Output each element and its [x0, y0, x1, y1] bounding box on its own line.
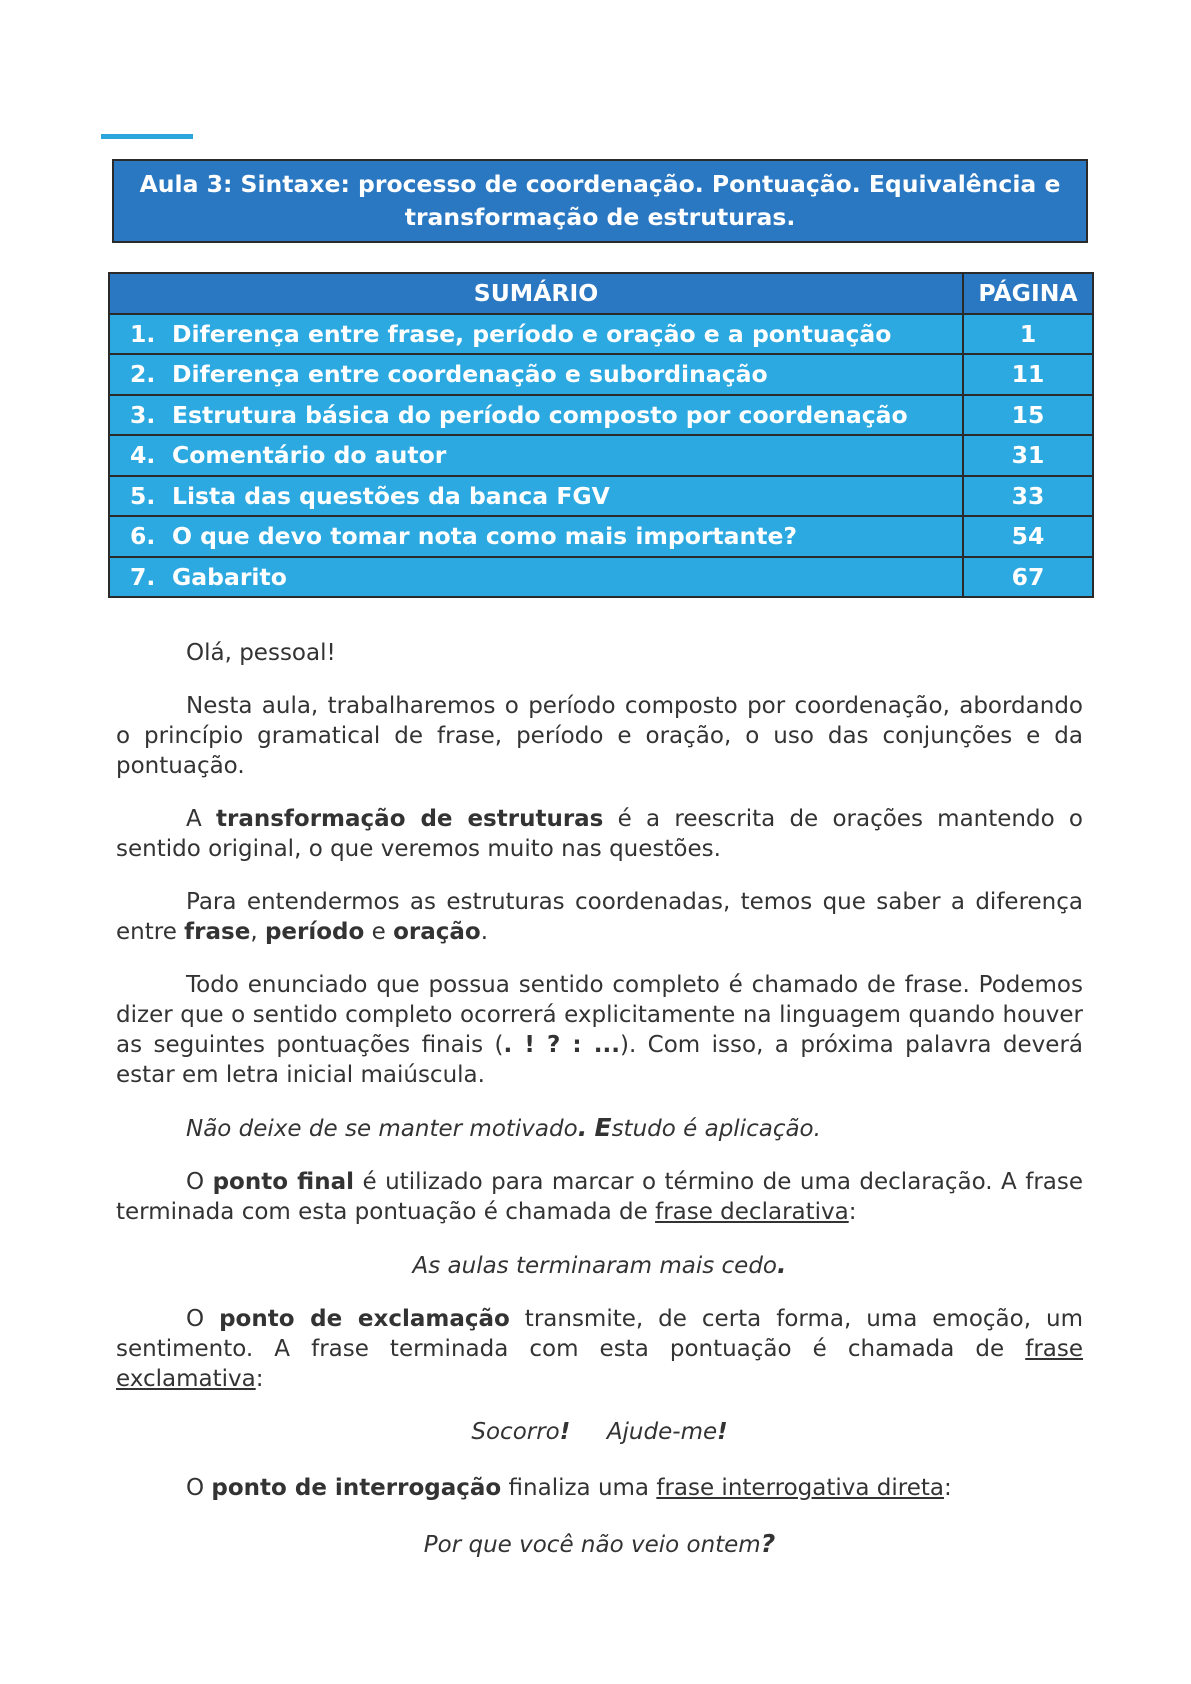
text-run: Não deixe de se manter motivado [186, 1116, 578, 1142]
lesson-title-text: Aula 3: Sintaxe: processo de coordenação. Pontuação. Equivalência e transformação de estruturas. [139, 170, 1061, 231]
text-run: O [186, 1169, 213, 1195]
page-header: PÁGINA [963, 273, 1093, 314]
summary-item[interactable] [109, 354, 963, 395]
motto-capital: E [594, 1113, 612, 1142]
text-run: , [250, 919, 265, 945]
transformation-paragraph [116, 804, 1083, 864]
text-run: O [186, 1306, 220, 1332]
item-page: 67 [963, 557, 1093, 598]
example-exclamative [116, 1417, 1083, 1447]
punctuation-marks: . ! ? : ... [503, 1032, 620, 1058]
text-run: : [255, 1366, 264, 1392]
item-label: Comentário do autor [172, 441, 447, 470]
example-mark: ? [760, 1529, 776, 1558]
bold-term: período [264, 919, 365, 945]
bold-term: frase [184, 919, 251, 945]
underlined-term: frase declarativa [655, 1199, 849, 1225]
text-run: O [186, 1475, 212, 1501]
summary-header-row [109, 273, 1093, 314]
summary-item[interactable] [109, 314, 963, 355]
item-page: 11 [963, 354, 1093, 395]
bold-term: ponto de interrogação [211, 1475, 502, 1501]
item-number: 4. [130, 441, 156, 470]
example-interrogative [116, 1529, 1083, 1560]
summary-row[interactable] [109, 557, 1093, 598]
underlined-term: frase exclamativa [116, 1336, 1083, 1392]
text-run: studo é aplicação. [611, 1116, 821, 1142]
summary-item[interactable] [109, 557, 963, 598]
item-label: Diferença entre frase, período e oração e a pontuação [172, 319, 892, 348]
item-page: 54 [963, 516, 1093, 557]
text-run: Para entendermos as estruturas coordenadas, temos que saber a diferença entre [116, 889, 1083, 945]
summary-row[interactable] [109, 314, 1093, 355]
item-page: 31 [963, 435, 1093, 476]
summary-row[interactable] [109, 435, 1093, 476]
item-label: Lista das questões da banca FGV [172, 481, 610, 510]
accent-line [101, 134, 193, 139]
text-run: e [364, 919, 394, 945]
motto-dot: . [577, 1113, 588, 1142]
item-label: Diferença entre coordenação e subordinação [172, 360, 768, 389]
item-page: 15 [963, 395, 1093, 436]
summary-item[interactable] [109, 395, 963, 436]
period-paragraph [116, 1167, 1083, 1227]
summary-item[interactable] [109, 516, 963, 557]
underlined-term: frase interrogativa direta [656, 1475, 944, 1501]
item-number: 2. [130, 360, 156, 389]
text-run: ). Com isso, a próxima palavra deverá estar em letra inicial maiúscula. [116, 1032, 1083, 1088]
text-run: : [943, 1475, 952, 1501]
example-mark: . [777, 1250, 787, 1279]
lesson-title [112, 159, 1088, 243]
example-mark: ! [559, 1419, 571, 1445]
item-number: 6. [130, 522, 156, 551]
definition-paragraph [116, 887, 1083, 947]
text-run: As aulas terminaram mais cedo [412, 1253, 777, 1279]
item-number: 5. [130, 481, 156, 510]
summary-item[interactable] [109, 476, 963, 517]
bold-term: transformação de estruturas [215, 806, 604, 832]
item-number: 3. [130, 400, 156, 429]
summary-row[interactable] [109, 395, 1093, 436]
body-text [116, 638, 1083, 1583]
sentence-paragraph [116, 970, 1083, 1090]
item-number: 1. [130, 319, 156, 348]
item-label: Estrutura básica do período composto por coordenação [172, 400, 908, 429]
text-run: transmite, de certa forma, uma emoção, um sentimento. A frase terminada com esta pontuação é chamada de [116, 1306, 1083, 1362]
example-mark: ! [717, 1419, 728, 1445]
text-run: : [848, 1199, 857, 1225]
text-run: é a reescrita de orações mantendo o sentido original, o que veremos muito nas questões. [116, 806, 1083, 862]
text-run: Ajude-me [606, 1419, 718, 1445]
summary-row[interactable] [109, 354, 1093, 395]
exclamation-paragraph [116, 1304, 1083, 1394]
item-page: 33 [963, 476, 1093, 517]
greeting: Olá, pessoal! [186, 640, 336, 666]
text-run: é utilizado para marcar o término de uma declaração. A frase terminada com esta pontuação é chamada de [116, 1169, 1083, 1225]
summary-table [108, 272, 1094, 598]
summary-header: SUMÁRIO [109, 273, 963, 314]
bold-term: ponto final [212, 1169, 355, 1195]
text-run: Todo enunciado que possua sentido completo é chamado de frase. Podemos dizer que o sentido completo ocorrerá explicitamente na linguagem quando houver as seguintes pontuações finais ( [116, 972, 1083, 1058]
text-run: . [480, 919, 489, 945]
item-label: O que devo tomar nota como mais importante? [172, 522, 798, 551]
bold-term: ponto de exclamação [219, 1306, 510, 1332]
question-paragraph [116, 1473, 1083, 1503]
text-run: finaliza uma [501, 1475, 657, 1501]
text-run: A [186, 806, 216, 832]
item-number: 7. [130, 562, 156, 591]
intro-paragraph: Nesta aula, trabalharemos o período composto por coordenação, abordando o princípio gramatical de frase, período e oração, o uso das conjunções e da pontuação. [116, 693, 1083, 779]
bold-term: oração [393, 919, 481, 945]
summary-row[interactable] [109, 476, 1093, 517]
summary-row[interactable] [109, 516, 1093, 557]
summary-item[interactable] [109, 435, 963, 476]
item-page: 1 [963, 314, 1093, 355]
example-declarative [116, 1250, 1083, 1281]
text-run: Por que você não veio ontem [423, 1532, 761, 1558]
motto [116, 1113, 1083, 1144]
item-label: Gabarito [172, 562, 287, 591]
text-run: Socorro [471, 1419, 560, 1445]
